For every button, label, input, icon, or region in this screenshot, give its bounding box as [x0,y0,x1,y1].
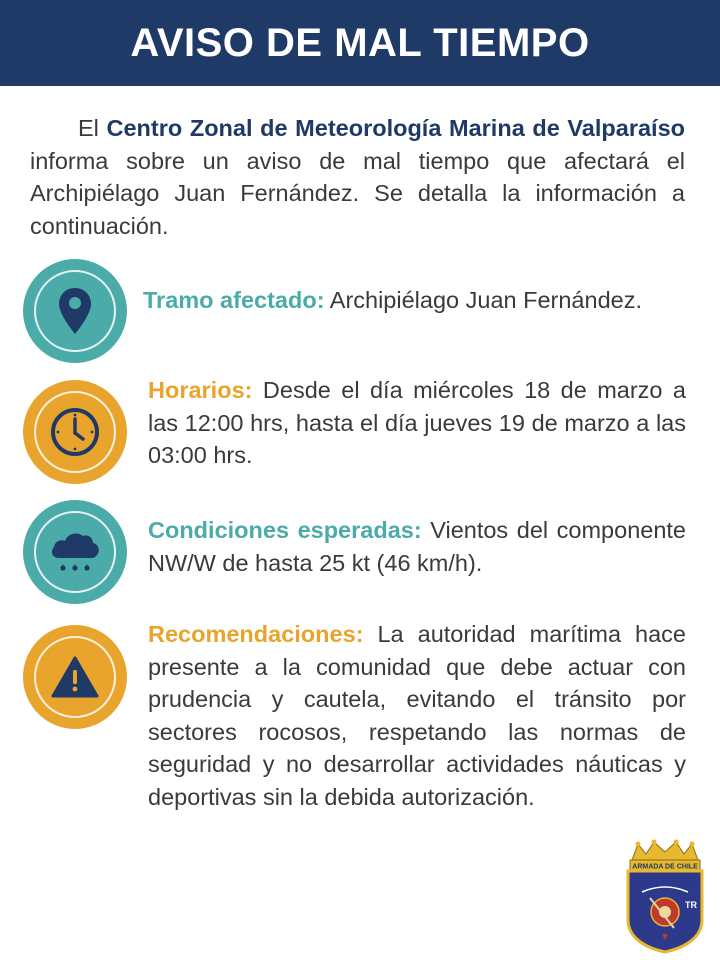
intro-paragraph [30,112,685,242]
navy-crest-icon [622,838,708,954]
conditions-item [148,514,686,579]
location-pin-icon [57,286,93,336]
rain-cloud-icon [47,526,103,578]
affected-area-item [143,284,681,317]
location-circle [23,259,127,363]
page-title: AVISO DE MAL TIEMPO [130,20,590,65]
recommendations-item [148,618,686,813]
warning-icon [50,655,100,699]
schedule-text: Desde el día miércoles 18 de marzo a las 12:00 hrs, hasta el día jueves 19 de marzo a las 03:00 hrs. [148,377,686,468]
conditions-label: Condiciones esperadas: [148,517,422,543]
affected-area-label: Tramo afectado: [143,287,325,313]
svg-text:ARMADA DE CHILE: ARMADA DE CHILE [632,863,698,871]
clock-circle [23,380,127,484]
schedule-label: Horarios: [148,377,253,403]
svg-text:TR: TR [685,900,697,910]
intro-organization: Centro Zonal de Meteorología Marina de Valparaíso [106,115,685,141]
recommendations-label: Recomendaciones: [148,621,364,647]
conditions-text: Vientos del componente NW/W de hasta 25 kt (46 km/h). [148,517,687,576]
recommendations-text: La autoridad marítima hace presente a la comunidad que debe actuar con prudencia y cautela, evitando el tránsito por sectores rocosos, respetando las normas de seguridad y no desarrollar actividades náuticas y deportivas sin la debida autorización. [148,621,686,810]
intro-prefix: El [78,115,107,141]
warning-circle [23,625,127,729]
weather-circle [23,500,127,604]
schedule-item [148,374,686,472]
intro-text: informa sobre un aviso de mal tiempo que afectará el Archipiélago Juan Fernández. Se detalla la información a continuación. [30,147,685,239]
clock-icon [49,406,101,458]
affected-area-text: Archipiélago Juan Fernández. [324,287,642,313]
title-banner [0,0,720,86]
